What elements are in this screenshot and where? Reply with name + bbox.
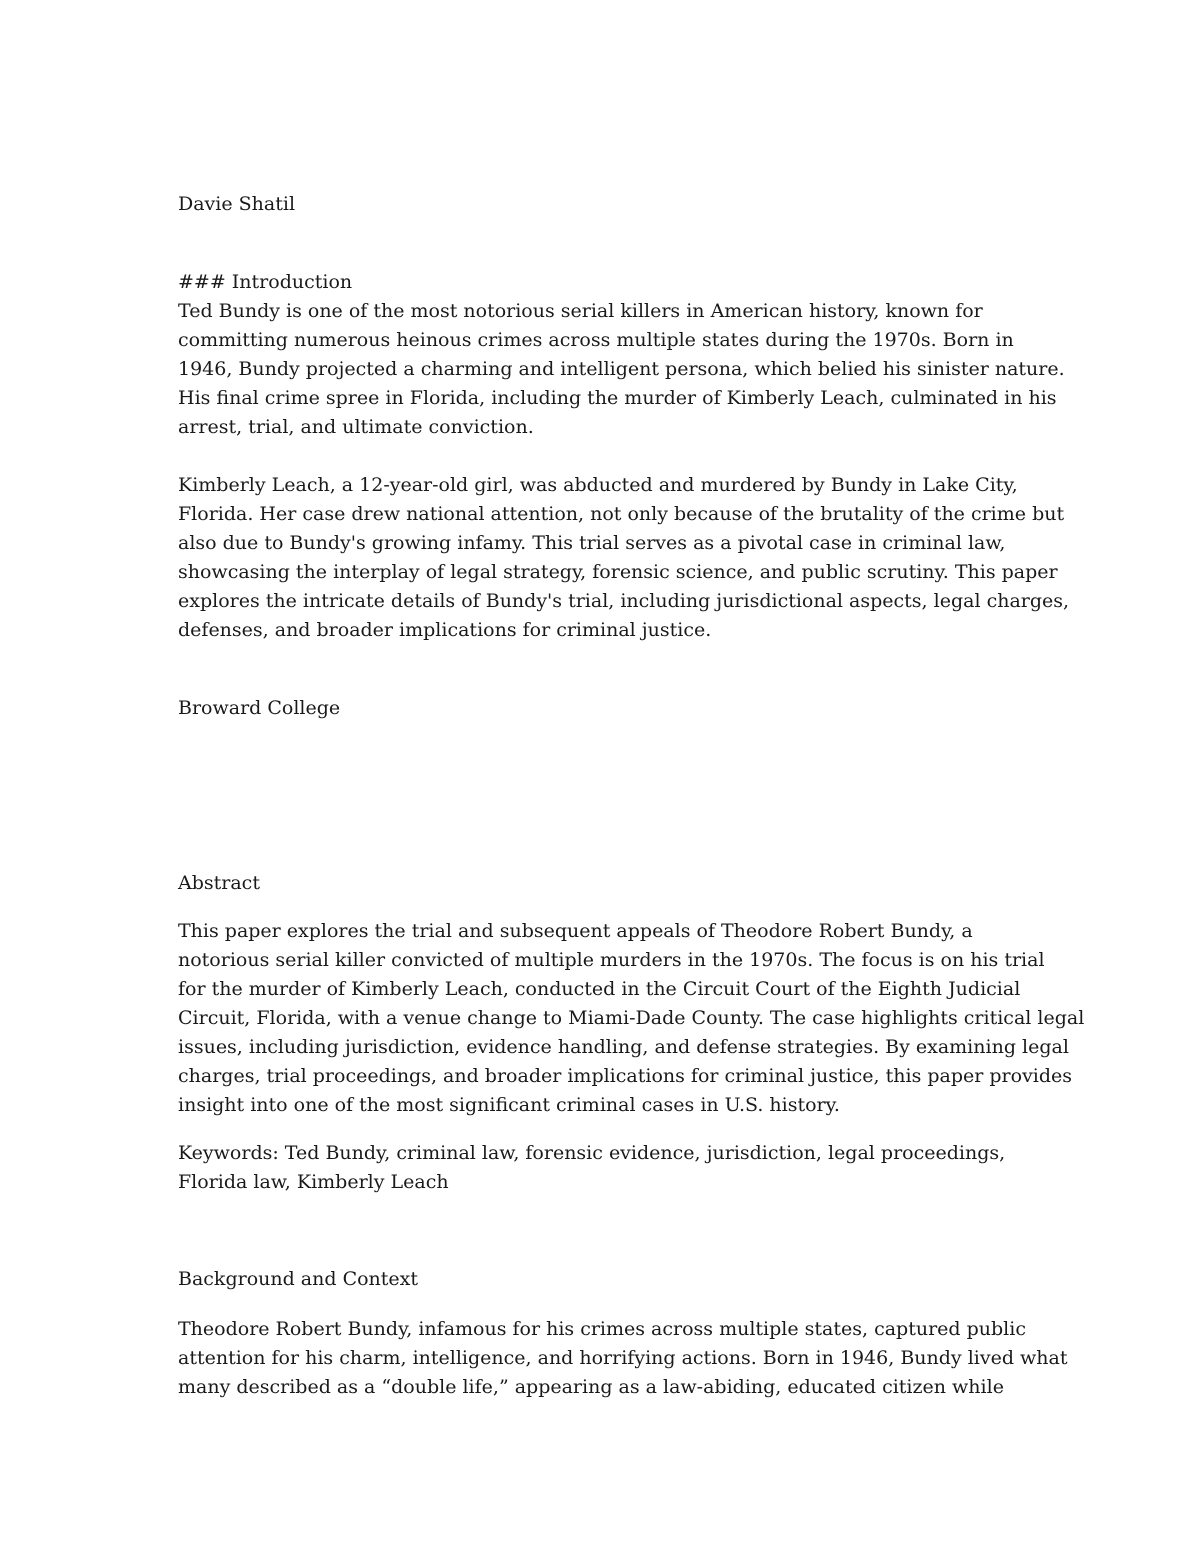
text-line: 1946, Bundy projected a charming and intelligent persona, which belied his sinister nature.	[178, 358, 1065, 380]
text-line: explores the intricate details of Bundy's trial, including jurisdictional aspects, legal charges,	[178, 590, 1070, 612]
text-line: charges, trial proceedings, and broader implications for criminal justice, this paper provides	[178, 1065, 1073, 1087]
text-line: Ted Bundy is one of the most notorious serial killers in American history, known for	[178, 300, 983, 322]
text-line: This paper explores the trial and subsequent appeals of Theodore Robert Bundy, a	[178, 920, 973, 942]
text-line: notorious serial killer convicted of multiple murders in the 1970s. The focus is on his trial	[178, 949, 1045, 971]
abstract-paragraph	[178, 917, 1085, 1120]
text-line: Keywords: Ted Bundy, criminal law, forensic evidence, jurisdiction, legal proceedings,	[178, 1142, 1006, 1164]
text-line: Theodore Robert Bundy, infamous for his crimes across multiple states, captured public	[178, 1318, 1026, 1340]
background-paragraph	[178, 1315, 1068, 1402]
text-line: Florida. Her case drew national attention, not only because of the brutality of the crime but	[178, 503, 1065, 525]
text-line: His final crime spree in Florida, including the murder of Kimberly Leach, culminated in his	[178, 387, 1057, 409]
text-line: arrest, trial, and ultimate conviction.	[178, 416, 534, 438]
text-line: issues, including jurisdiction, evidence handling, and defense strategies. By examining legal	[178, 1036, 1069, 1058]
institution-name: Broward College	[178, 697, 341, 719]
background-heading: Background and Context	[178, 1268, 419, 1290]
text-line: attention for his charm, intelligence, and horrifying actions. Born in 1946, Bundy lived what	[178, 1347, 1068, 1369]
text-line: committing numerous heinous crimes across multiple states during the 1970s. Born in	[178, 329, 1014, 351]
text-line: defenses, and broader implications for criminal justice.	[178, 619, 712, 641]
text-line: also due to Bundy's growing infamy. This trial serves as a pivotal case in criminal law,	[178, 532, 1006, 554]
introduction-paragraph-1	[178, 297, 1065, 442]
text-line: Florida law, Kimberly Leach	[178, 1171, 449, 1193]
introduction-paragraph-2	[178, 471, 1070, 645]
author-name: Davie Shatil	[178, 193, 296, 215]
text-line: many described as a “double life,” appearing as a law-abiding, educated citizen while	[178, 1376, 1004, 1398]
text-line: Circuit, Florida, with a venue change to Miami-Dade County. The case highlights critical legal	[178, 1007, 1085, 1029]
introduction-heading: ### Introduction	[178, 271, 353, 293]
text-line: Kimberly Leach, a 12-year-old girl, was abducted and murdered by Bundy in Lake City,	[178, 474, 1018, 496]
text-line: showcasing the interplay of legal strategy, forensic science, and public scrutiny. This paper	[178, 561, 1058, 583]
keywords	[178, 1139, 1028, 1197]
abstract-heading: Abstract	[178, 872, 260, 894]
text-line: insight into one of the most significant criminal cases in U.S. history.	[178, 1094, 840, 1116]
text-line: for the murder of Kimberly Leach, conducted in the Circuit Court of the Eighth Judicial	[178, 978, 1021, 1000]
